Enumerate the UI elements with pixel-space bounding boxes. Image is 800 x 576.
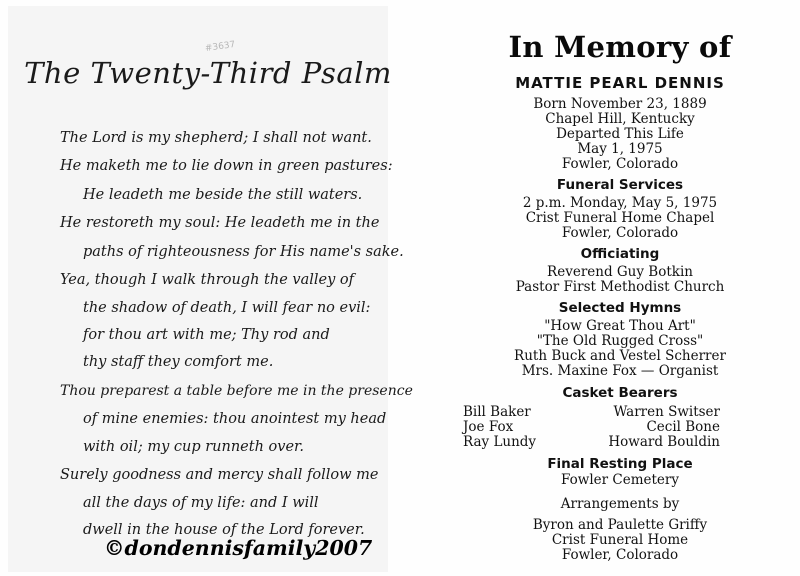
officiating-heading: Officiating — [580, 246, 660, 262]
bearers-heading: Casket Bearers — [562, 385, 678, 401]
services-time: 2 p.m. Monday, May 5, 1975 — [522, 195, 718, 211]
psalm-line: Thou preparest a table before me in the presence — [60, 383, 413, 399]
arrangements-home: Crist Funeral Home — [551, 532, 689, 548]
psalm-line: dwell in the house of the Lord forever. — [83, 522, 365, 538]
deceased-name: MATTIE PEARL DENNIS — [515, 74, 725, 92]
psalm-line: with oil; my cup runneth over. — [83, 439, 304, 455]
psalm-line: for thou art with me; Thy rod and — [83, 327, 330, 343]
services-city: Fowler, Colorado — [561, 225, 679, 241]
memorial-title: In Memory of — [508, 30, 732, 64]
psalm-line: Yea, though I walk through the valley of — [60, 272, 354, 288]
bearer-name: Cecil Bone — [646, 419, 720, 435]
birth-place: Chapel Hill, Kentucky — [545, 111, 695, 127]
death-date: May 1, 1975 — [577, 141, 663, 157]
hymn-singers: Ruth Buck and Vestel Scherrer — [514, 348, 726, 364]
hymns-heading: Selected Hymns — [558, 300, 682, 316]
psalm-line: paths of righteousness for His name's sake. — [83, 244, 404, 260]
pencil-mark: #3637 — [204, 39, 237, 55]
bearer-name: Ray Lundy — [463, 434, 537, 450]
psalm-line: all the days of my life: and I will — [83, 495, 319, 511]
arrangements-city: Fowler, Colorado — [561, 547, 679, 563]
hymn-title: "The Old Rugged Cross" — [536, 333, 704, 349]
bearer-name: Warren Switser — [613, 404, 720, 420]
bearer-name: Howard Bouldin — [608, 434, 720, 450]
psalm-line: Surely goodness and mercy shall follow me — [60, 467, 379, 483]
copyright-watermark: ©dondennisfamily2007 — [104, 536, 373, 560]
death-place: Fowler, Colorado — [561, 156, 679, 172]
services-location: Crist Funeral Home Chapel — [525, 210, 715, 226]
hymn-title: "How Great Thou Art" — [544, 318, 696, 334]
services-heading: Funeral Services — [556, 177, 684, 193]
bearer-name: Joe Fox — [463, 419, 514, 435]
bearer-name: Bill Baker — [463, 404, 531, 420]
psalm-line: He restoreth my soul: He leadeth me in the — [60, 215, 380, 231]
psalm-line: of mine enemies: thou anointest my head — [83, 411, 387, 427]
psalm-panel — [8, 6, 413, 572]
departed-label: Departed This Life — [556, 126, 684, 142]
officiant-name: Reverend Guy Botkin — [547, 264, 693, 280]
psalm-line: the shadow of death, I will fear no evil: — [83, 300, 371, 316]
officiant-title: Pastor First Methodist Church — [515, 279, 725, 295]
organist: Mrs. Maxine Fox — Organist — [521, 363, 719, 379]
birth-date: Born November 23, 1889 — [533, 96, 707, 112]
psalm-line: The Lord is my shepherd; I shall not want. — [60, 130, 372, 146]
psalm-title: The Twenty-Third Psalm — [24, 56, 392, 90]
arranged-by: Byron and Paulette Griffy — [532, 517, 708, 533]
psalm-line: He maketh me to lie down in green pastures: — [60, 158, 393, 174]
arrangements-heading: Arrangements by — [560, 496, 680, 512]
psalm-line: thy staff they comfort me. — [83, 354, 274, 370]
resting-heading: Final Resting Place — [547, 456, 693, 472]
memorial-panel — [440, 0, 800, 576]
resting-place: Fowler Cemetery — [561, 472, 679, 488]
psalm-line: He leadeth me beside the still waters. — [83, 187, 363, 203]
